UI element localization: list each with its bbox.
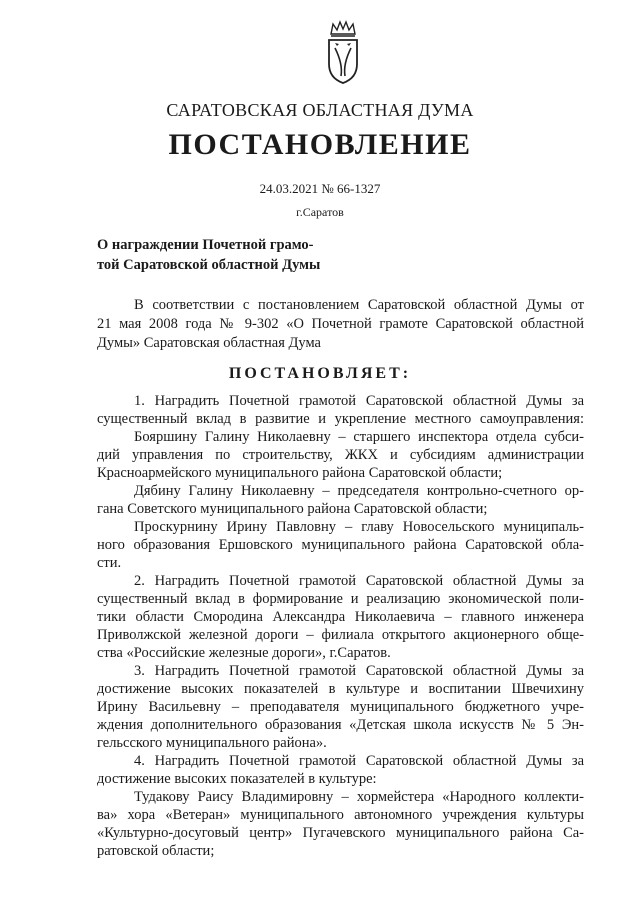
subject-line: той Саратовской областной Думы — [97, 257, 321, 273]
body-line: дий управления по строительству, ЖКХ и субсидиям администрации — [97, 447, 584, 463]
preamble-line: Думы» Саратовская областная Дума — [97, 335, 321, 351]
organization-name: САРАТОВСКАЯ ОБЛАСТНАЯ ДУМА — [166, 100, 474, 120]
body-line: ства «Российские железные дороги», г.Саратов. — [97, 645, 391, 661]
city: г.Саратов — [296, 205, 344, 219]
body-line: достижение высоких показателей в культуре и воспитании Швечихину — [97, 681, 584, 697]
decree-heading: ПОСТАНОВЛЯЕТ: — [228, 365, 412, 382]
body-line: 1. Наградить Почетной грамотой Саратовской областной Думы за — [134, 393, 584, 409]
document-type-title: ПОСТАНОВЛЕНИЕ — [168, 128, 472, 161]
body-line: ратовской области; — [97, 843, 215, 859]
body-line: достижение высоких показателей в культуре: — [97, 771, 377, 787]
preamble-line: 21 мая 2008 года № 9-302 «О Почетной грамоте Саратовской областной — [97, 316, 584, 332]
body-line: Красноармейского муниципального района Саратовской области; — [97, 465, 503, 481]
body-line: 4. Наградить Почетной грамотой Саратовской областной Думы за — [134, 753, 584, 769]
body-line: ждения дополнительного образования «Детская школа искусств № 5 Эн- — [97, 717, 584, 733]
body-line: существенный вклад в развитие и укрепление местного самоуправления: — [97, 411, 584, 427]
body-line: существенный вклад в формирование и реализацию экономической поли- — [97, 591, 584, 607]
preamble-line: В соответствии с постановлением Саратовской областной Думы от — [134, 297, 584, 313]
date-and-number: 24.03.2021 № 66-1327 — [259, 181, 381, 196]
body-line: Приволжской железной дороги – филиала открытого акционерного обще- — [97, 627, 584, 643]
body-line: Ирину Васильевну – преподавателя муниципального бюджетного учре- — [97, 699, 584, 715]
body-line: 2. Наградить Почетной грамотой Саратовской областной Думы за — [134, 573, 584, 589]
body-line: Проскурнину Ирину Павловну – главу Новосельского муниципаль- — [134, 519, 584, 535]
subject-line: О награждении Почетной грамо- — [97, 237, 314, 253]
body-line: Тудакову Раису Владимировну – хормейстера «Народного коллекти- — [134, 789, 584, 805]
body-line: сти. — [97, 555, 122, 571]
body-line: гельсского муниципального района». — [97, 735, 327, 751]
coat-of-arms-icon — [323, 20, 363, 86]
body-line: ва» хора «Ветеран» муниципального автономного учреждения культуры — [97, 807, 584, 823]
body-line: «Культурно-досуговый центр» Пугачевского муниципального района Са- — [97, 825, 584, 841]
body-line: Бояршину Галину Николаевну – старшего инспектора отдела субси- — [134, 429, 584, 445]
document-subject — [97, 235, 347, 275]
body-line: ного образования Ершовского муниципального района Саратовской обла- — [97, 537, 584, 553]
body-line: тики области Смородина Александра Николаевича – главного инженера — [97, 609, 584, 625]
body-line: 3. Наградить Почетной грамотой Саратовской областной Думы за — [134, 663, 584, 679]
body-line: гана Советского муниципального района Саратовской области; — [97, 501, 488, 517]
body-line: Дябину Галину Николаевну – председателя контрольно-счетного ор- — [134, 483, 584, 499]
